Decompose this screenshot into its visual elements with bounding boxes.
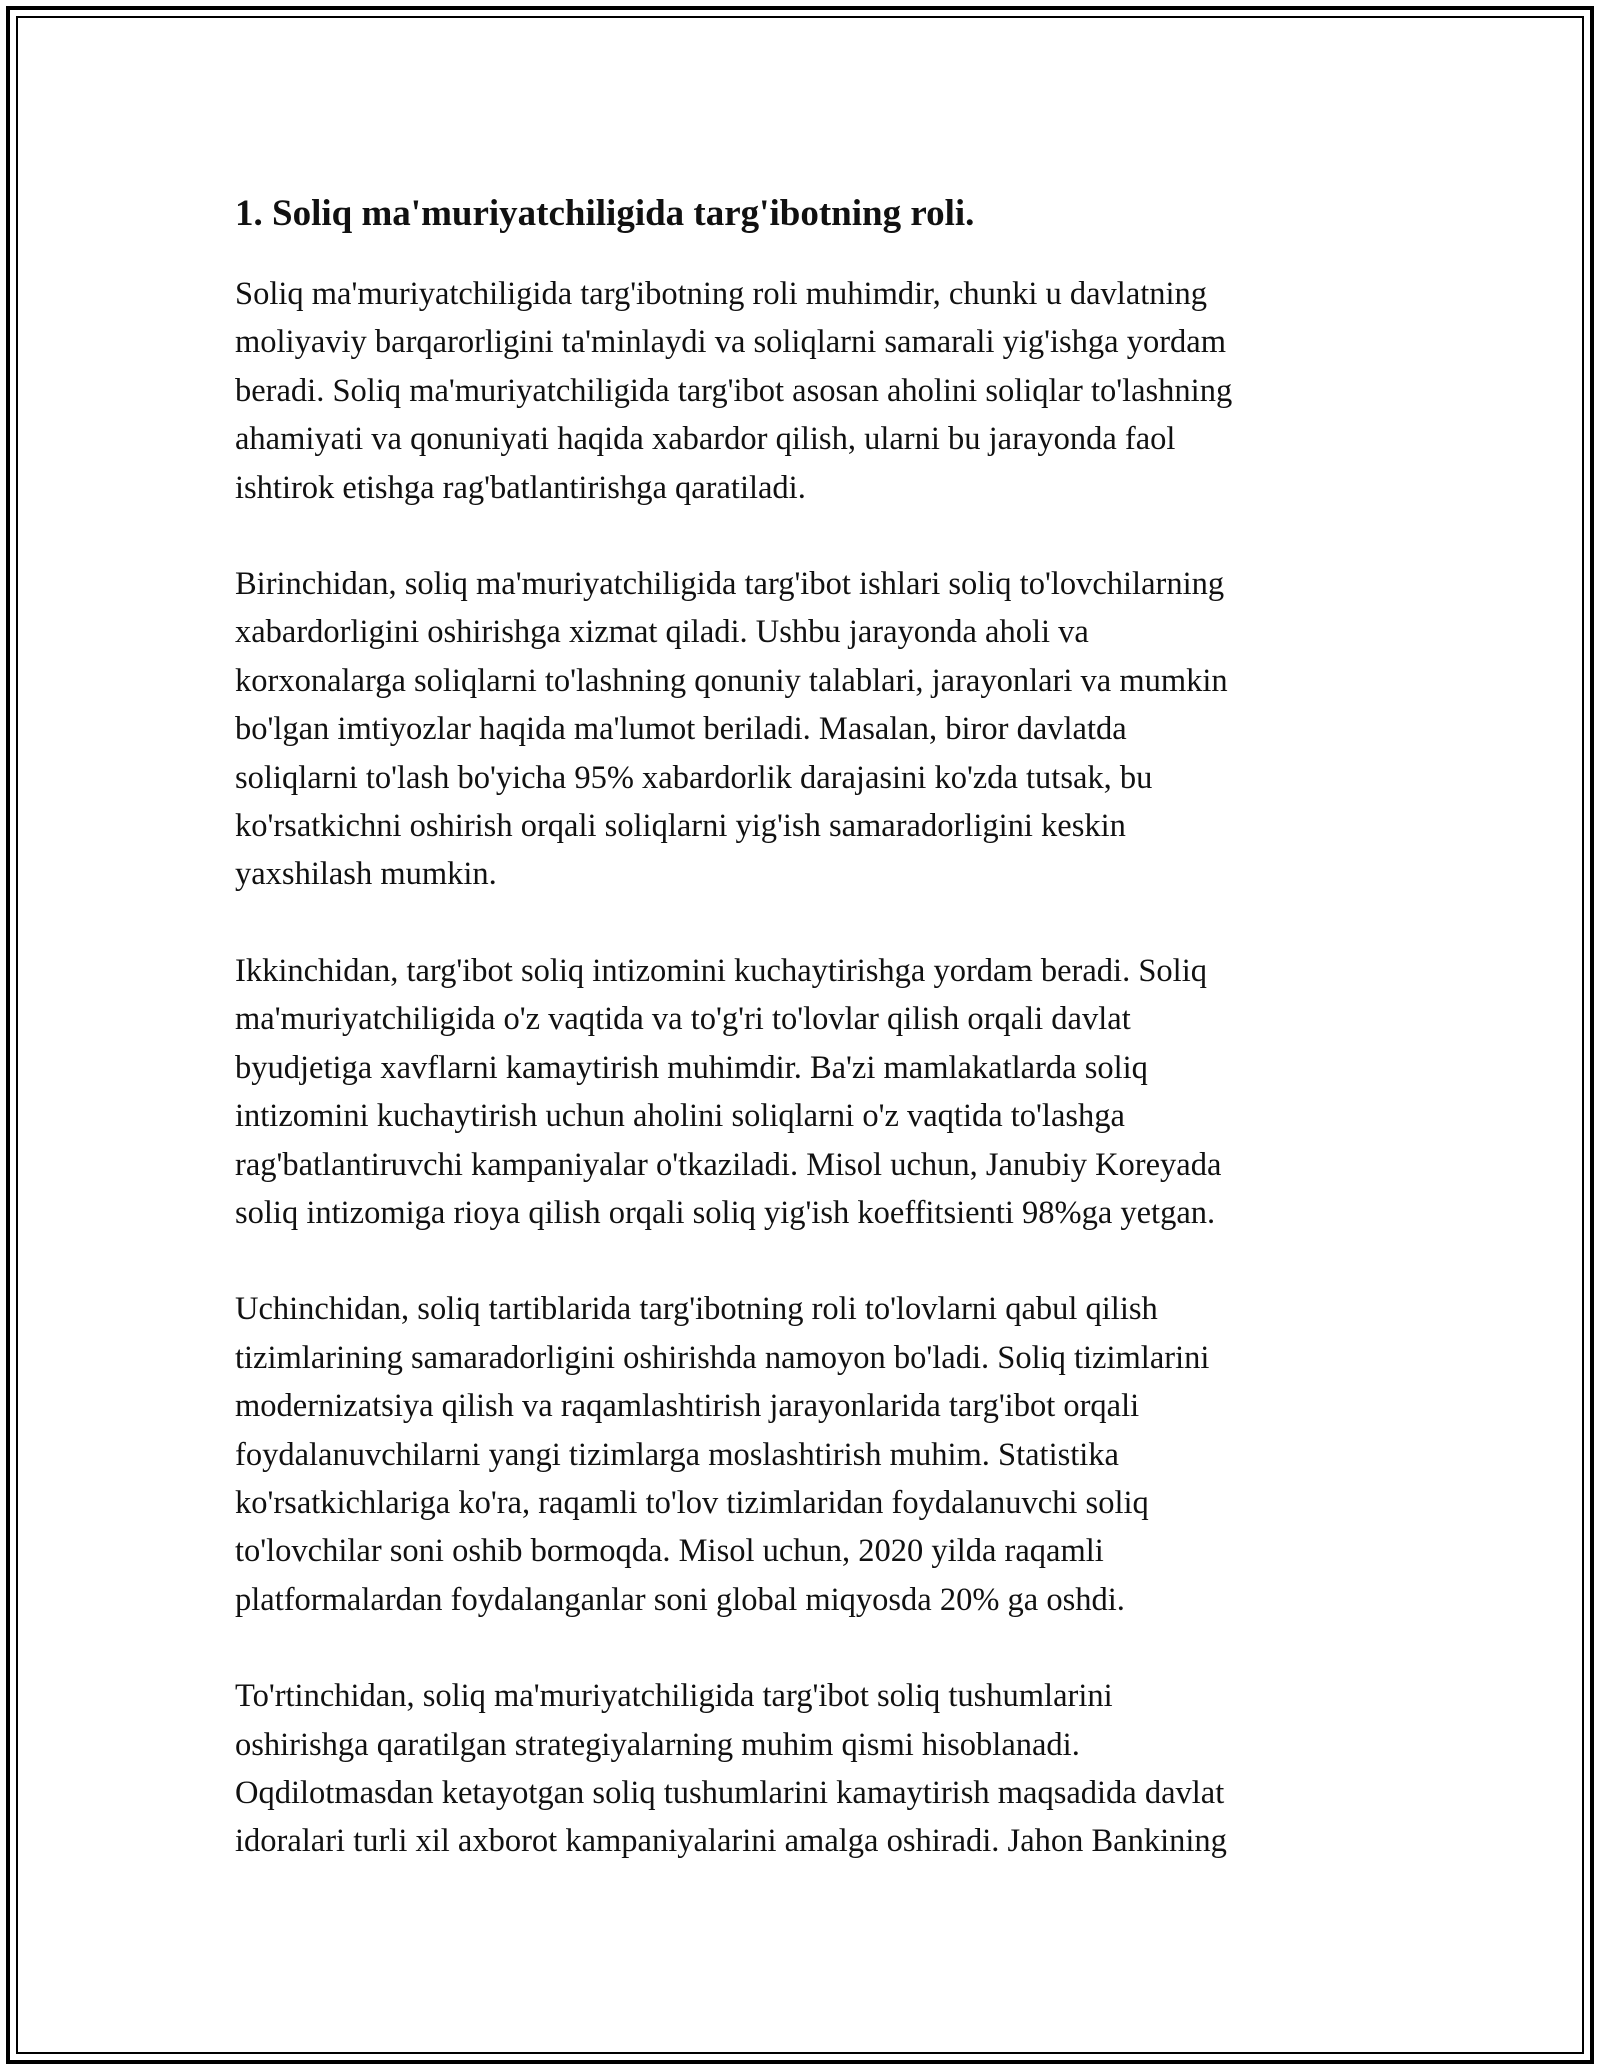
paragraph-second: Ikkinchidan, targ'ibot soliq intizomini kuchaytirishga yordam beradi. Soliq ma'muriyatchiligida o'z vaqtida va to'g'ri to'lovlar qilish orqali davlat byudjetiga xavflarni kamaytirish muhimdir. Ba'zi mamlakatlarda soliq intizomini kuchaytirish uchun aholini soliqlarni o'z vaqtida to'lashga rag'batlantiruvchi kampaniyalar o'tkaziladi. Misol uchun, Janubiy Koreyada soliq intizomiga rioya qilish orqali soliq yig'ish koeffitsienti 98%ga yetgan.	[235, 952, 1222, 1231]
paragraph-intro: Soliq ma'muriyatchiligida targ'ibotning roli muhimdir, chunki u davlatning moliyaviy barqarorligini ta'minlaydi va soliqlarni samarali yig'ishga yordam beradi. Soliq ma'muriyatchiligida targ'ibot asosan aholini soliqlar to'lashning ahamiyati va qonuniyati haqida xabardor qilish, ularni bu jarayonda faol ishtirok etishga rag'batlantirishga qaratiladi.	[235, 276, 1233, 506]
paragraph-first: Birinchidan, soliq ma'muriyatchiligida targ'ibot ishlari soliq to'lovchilarning xabardorligini oshirishga xizmat qiladi. Ushbu jarayonda aholi va korxonalarga soliqlarni to'lashning qonuniy talablari, jarayonlari va mumkin bo'lgan imtiyozlar haqida ma'lumot beriladi. Masalan, biror davlatda soliqlarni to'lash bo'yicha 95% xabardorlik darajasini ko'zda tutsak, bu ko'rsatkichni oshirish orqali soliqlarni yig'ish samaradorligini keskin yaxshilash mumkin.	[235, 566, 1228, 893]
paragraph-third: Uchinchidan, soliq tartiblarida targ'ibotning roli to'lovlarni qabul qilish tizimlarining samaradorligini oshirishda namoyon bo'ladi. Soliq tizimlarini modernizatsiya qilish va raqamlashtirish jarayonlarida targ'ibot orqali foydalanuvchilarni yangi tizimlarga moslashtirish muhim. Statistika ko'rsatkichlariga ko'ra, raqamli to'lov tizimlaridan foydalanuvchi soliq to'lovchilar soni oshib bormoqda. Misol uchun, 2020 yilda raqamli platformalardan foydalanganlar soni global miqyosda 20% ga oshdi.	[235, 1291, 1210, 1618]
section-heading: 1. Soliq ma'muriyatchiligida targ'ibotning roli.	[235, 193, 975, 234]
document-body	[235, 188, 1385, 1914]
paragraph-fourth: To'rtinchidan, soliq ma'muriyatchiligida targ'ibot soliq tushumlarini oshirishga qaratilgan strategiyalarning muhim qismi hisoblanadi. Oqdilotmasdan ketayotgan soliq tushumlarini kamaytirish maqsadida davlat idoralari turli xil axborot kampaniyalarini amalga oshiradi. Jahon Bankining	[235, 1678, 1227, 1860]
